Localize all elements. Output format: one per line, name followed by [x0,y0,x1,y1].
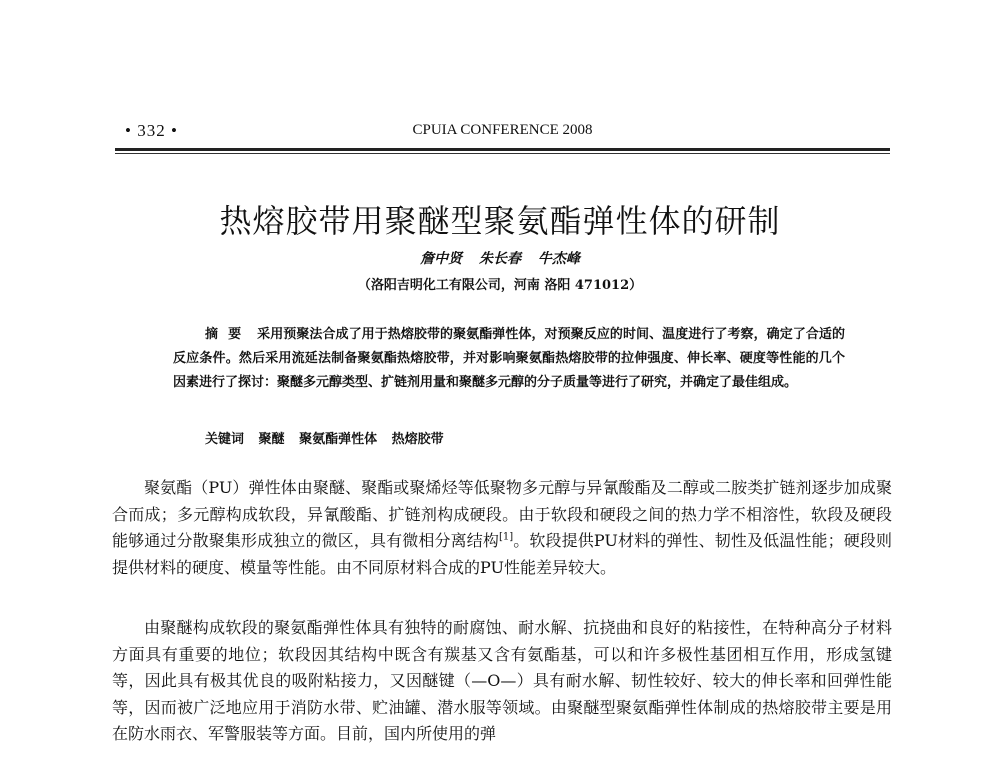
paper-title: 热熔胶带用聚醚型聚氨酯弹性体的研制 [219,202,781,240]
keywords-text: 聚醚 聚氨酯弹性体 热熔胶带 [258,432,444,447]
citation-ref: [1] [498,531,514,543]
body-paragraph-2: 由聚醚构成软段的聚氨酯弹性体具有独特的耐腐蚀、耐水解、抗挠曲和良好的粘接性，在特种高分子材料方面具有重要的地位；软段因其结构中既含有羰基又含有氨酯基，可以和许多极性基团相互作用，形成氢键等，因此具有极其优良的吸附粘接力，又因醚键（—O—）具有耐水解、韧性较好、较大的伸长率和回弹性能等，因而被广泛地应用于消防水带、贮油罐、潜水服等领域。由聚醚型聚氨酯弹性体制成的热熔胶带主要是用在防水雨衣、军警服装等方面。目前，国内所使用的弹 [112,618,892,743]
paragraph-1-text-b: 。软段提供PU材料的弹性、韧性及低温性能；硬段则提供材料的硬度、模量等性能。由不同原材料合成的PU性能差异较大。 [112,531,892,577]
keywords [205,428,845,447]
abstract [173,323,845,395]
conference-name: CPUIA CONFERENCE 2008 [412,122,593,138]
authors: 詹中贤 朱长春 牛杰峰 [420,251,580,267]
affiliation: （洛阳吉明化工有限公司，河南 洛阳 471012） [357,278,643,293]
paragraph-1-text-a: 聚氨酯（PU）弹性体由聚醚、聚酯或聚烯烃等低聚物多元醇与异氰酸酯及二醇或二胺类扩链剂逐步加成聚合而成；多元醇构成软段，异氰酸酯、扩链剂构成硬段。由于软段和硬段之间的热力学不相溶性，软段及硬段能够通过分散聚集形成独立的微区，具有微相分离结构 [112,478,892,550]
keywords-label: 关键词 [205,432,245,447]
page-number: • 332 • [125,121,178,140]
abstract-text: 采用预聚法合成了用于热熔胶带的聚氨酯弹性体，对预聚反应的时间、温度进行了考察，确定了合适的反应条件。然后采用流延法制备聚氨酯热熔胶带，并对影响聚氨酯热熔胶带的拉伸强度、伸长率、硬度等性能的几个因素进行了探讨：聚醚多元醇类型、扩链剂用量和聚醚多元醇的分子质量等进行了研究，并确定了最佳组成。 [173,327,845,390]
header-rule-thick [115,148,890,151]
body-paragraph-1 [112,475,892,581]
abstract-label: 摘要 [205,327,252,342]
running-header [115,121,890,145]
header-rule-thin [115,153,890,154]
